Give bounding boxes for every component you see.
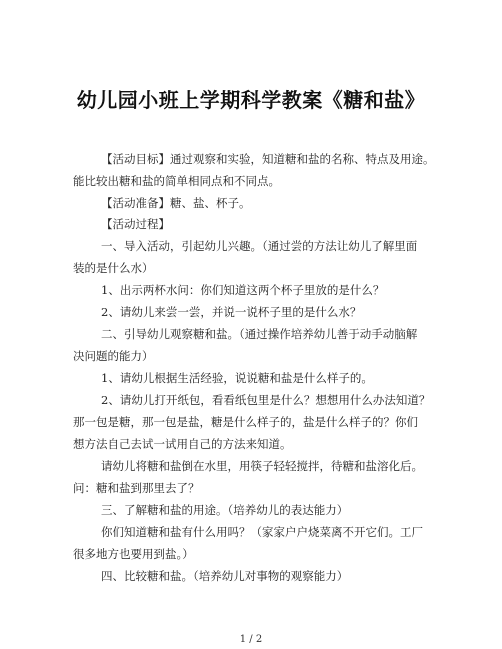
text-line: 能比较出糖和盐的简单相同点和不同点。 (73, 174, 280, 188)
text-line: 【活动准备】糖、盐、杯子。 (101, 196, 251, 210)
text-line: 问：糖和盐到那里去了？ (73, 481, 200, 495)
text-line: 2、请幼儿来尝一尝，并说一说杯子里的是什么水？ (101, 305, 362, 319)
page-number: 1 / 2 (239, 634, 263, 645)
text-line: 2、请幼儿打开纸包，看看纸包里是什么？想想用什么办法知道？ (101, 393, 431, 407)
text-line: 【活动过程】 (101, 217, 170, 231)
text-line: 【活动目标】通过观察和实验，知道糖和盐的名称、特点及用途。 (101, 152, 435, 166)
text-line: 1、请幼儿根据生活经验，说说糖和盐是什么样子的。 (101, 371, 373, 385)
text-line: 请幼儿将糖和盐倒在水里，用筷子轻轻搅拌，待糖和盐溶化后。 (101, 459, 423, 473)
text-line: 你们知道糖和盐有什么用吗？（家家户户烧菜离不开它们。工厂 (101, 525, 423, 539)
text-line: 装的是什么水） (73, 261, 154, 275)
text-line: 想方法自己去试一试用自己的方法来知道。 (73, 437, 292, 451)
document-title: 幼儿园小班上学期科学教案《糖和盐》 (76, 88, 426, 112)
text-line: 一、导入活动，引起幼儿兴趣。（通过尝的方法让幼儿了解里面 (101, 239, 418, 253)
text-line: 那一包是糖，那一包是盐，糖是什么样子的，盐是什么样子的？你们 (73, 415, 418, 429)
text-line: 二、引导幼儿观察糖和盐。（通过操作培养幼儿善于动手动脑解 (101, 327, 418, 341)
text-line: 很多地方也要用到盐。） (73, 547, 194, 561)
text-line: 三、了解糖和盐的用途。（培养幼儿的表达能力） (101, 503, 349, 517)
text-line: 四、比较糖和盐。（培养幼儿对事物的观察能力） (101, 569, 349, 583)
text-line: 1、出示两杯水问：你们知道这两个杯子里放的是什么？ (101, 283, 385, 297)
text-line: 决问题的能力） (73, 349, 154, 363)
